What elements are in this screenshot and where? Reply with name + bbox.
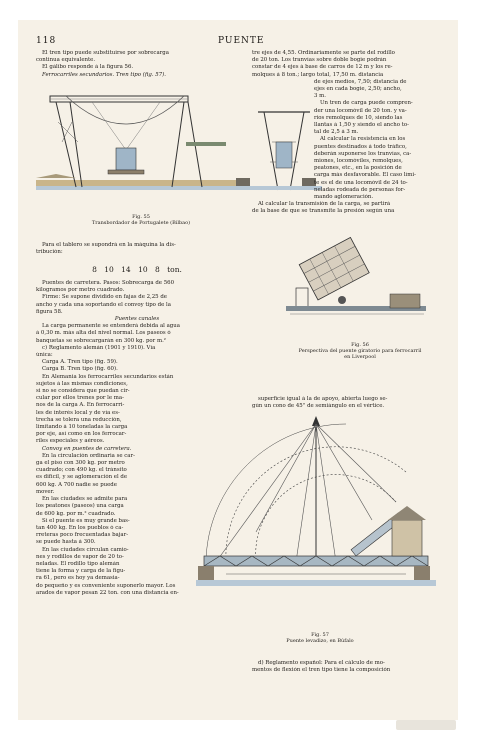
text-line: constar de 4 ejes á base de carros de 12 m y los re- xyxy=(252,64,393,71)
text-line: cuadrado; con 490 kg. el tránsito xyxy=(36,467,127,474)
left-mid-text xyxy=(36,242,238,256)
text-line: á 0,30 m. más alta del nivel normal. Los paseos ó xyxy=(36,330,171,337)
text-line: llantas á 1,50 y siendo el ancho to- xyxy=(314,122,409,129)
right-top-text xyxy=(252,50,452,216)
text-line: figura 58. xyxy=(36,308,63,315)
section-heading: Puentes canales xyxy=(114,316,160,323)
text-line: deberán suponerse los tranvías, ca- xyxy=(314,150,412,157)
figure-title: Transbordador de Portugalete (Bilbao) xyxy=(91,220,191,226)
text-line: Firme: Se supone dividido en fajas de 2,25 de xyxy=(42,294,167,301)
figure-55-caption xyxy=(36,214,246,226)
text-line: nes y rodillos de vapor de 20 to- xyxy=(36,553,124,560)
text-line: única: xyxy=(36,352,53,359)
left-top-text xyxy=(36,50,238,79)
text-line: cular por ellos trenes por le ma- xyxy=(36,395,124,402)
text-line: limitando á 10 toneladas la carga xyxy=(36,424,128,431)
figure-57-lift-bridge xyxy=(196,412,452,628)
text-line: 3 m. xyxy=(314,93,326,100)
text-line: ejes en cada bogie, 2,50; ancho, xyxy=(314,86,402,93)
text-line: miones, locomóviles, remolques, xyxy=(314,158,403,165)
text-line: En la circulación ordinaria se car- xyxy=(42,452,135,459)
text-line: ga el piso con 300 kg. por metro xyxy=(36,460,125,467)
text-line: rios remolques de 10, siendo las xyxy=(314,114,403,121)
text-line: El tren tipo puede substituirse por sobrecarga xyxy=(42,50,169,56)
text-line: mover. xyxy=(36,488,55,495)
text-line: gún un cono de 45° de semiángulo en el vértice. xyxy=(252,403,385,410)
text-line: do pequeño y es conveniente suponerlo mayor. Los xyxy=(36,582,176,589)
text-line: Para el tablero se supondrá en la máquina la dis- xyxy=(42,242,176,248)
text-line: tal de 2,5 á 3 m. xyxy=(314,129,359,136)
text-line: superficie igual á la de apoyo, abierta luego se- xyxy=(258,396,388,402)
text-line: les de interés local y de vía es- xyxy=(36,409,120,416)
right-bottom-text xyxy=(252,660,452,674)
text-line: La carga permanente se entenderá debida al agua xyxy=(42,323,180,330)
text-line: tre ejes de 4,55. Ordinariamente se parte del rodillo xyxy=(252,50,395,56)
figure-57-caption xyxy=(230,632,410,644)
text-line: de la base de que se transmite la presión según una xyxy=(252,208,395,215)
text-line: neladas rodeada de personas for- xyxy=(314,186,406,193)
text-line: banquetas se sobrecargarán en 300 kg. por m.² xyxy=(36,337,166,344)
text-line: de ejes medios, 7,50; distancia de xyxy=(314,78,407,85)
figure-56-rolling-bridge xyxy=(286,222,436,342)
text-line: En las ciudades circulan camio- xyxy=(42,546,129,553)
text-line: neladas. El rodillo tipo alemán xyxy=(36,560,120,567)
text-line: tan 400 kg. En los pueblos ó ca- xyxy=(36,524,124,531)
text-line: es difícil, y se aglomeración el de xyxy=(36,474,128,481)
text-line: 600 kg. Á 700 nadie se puede xyxy=(36,481,117,488)
text-line: riles especiales y aéreos. xyxy=(36,438,105,445)
text-line: d) Reglamento español: Para el cálculo de mo- xyxy=(258,660,385,666)
figure-title: Perspectiva del puente giratorio para ferrocarril xyxy=(298,348,422,354)
text-line: En las ciudades se admite para xyxy=(42,496,128,503)
text-line: El gálibo responde á la figura 56. xyxy=(42,64,134,71)
text-line: Si el puente es muy grande bas- xyxy=(42,517,130,524)
text-line: se puede hasta á 300. xyxy=(36,539,96,546)
text-line: continua equivalente. xyxy=(36,57,96,64)
text-line: kilogramos por metro cuadrado. xyxy=(36,287,125,294)
text-line: c) Reglamento alemán (1901 y 1910). Vía xyxy=(42,344,156,351)
figure-number: Fig. 56 xyxy=(351,342,369,348)
text-line: Carga B. Tren tipo (fig. 60). xyxy=(42,366,118,373)
text-line: de 20 ton. Los tranvías sobre doble bogie podrán xyxy=(252,57,387,64)
text-line: los peatones (paseos) una carga xyxy=(36,503,124,510)
right-after56-text xyxy=(252,396,452,410)
figure-title: Puente levadizo, en Búfalo xyxy=(286,638,354,644)
text-line: te es el de una locomóvil de 24 to- xyxy=(314,179,408,186)
text-line: arados de vapor pesan 22 ton. con una distancia en- xyxy=(36,589,179,596)
text-line: molques á 8 ton.; largo total, 17,50 m. distancia xyxy=(252,71,384,78)
text-line: Convoy en puentes de carretera. xyxy=(42,445,132,452)
text-line: ancho y cada una soportando el convoy tipo de la xyxy=(36,301,171,308)
text-line: Ferrocarriles secundarios. Tren tipo (fig. 57). xyxy=(42,71,166,78)
text-line: carga más desfavorable. El caso lími- xyxy=(314,172,416,179)
text-line: si no se considera que puedan cir- xyxy=(36,388,130,395)
text-line: Al calcular la resistencia en los xyxy=(320,136,406,143)
watermark-logo-icon xyxy=(396,718,456,732)
text-line: Puentes de carretera. Pasos: Sobrecarga de 560 xyxy=(42,280,174,286)
text-line: der una locomóvil de 20 ton. y va- xyxy=(314,107,407,114)
figure-number: Fig. 55 xyxy=(132,214,150,220)
text-line: de 600 kg. por m.² cuadrado. xyxy=(36,510,116,517)
text-line: tiene la forma y carga de la figu- xyxy=(36,568,126,575)
text-line: mentos de flexión el tren tipo tiene la composición xyxy=(252,667,391,674)
page-number: 118 xyxy=(36,36,57,46)
text-line: ra 61, pero es hoy ya demasia- xyxy=(36,575,120,582)
text-line: En Alemania los ferrocarriles secundarios están xyxy=(42,373,174,380)
text-line: Carga A. Tren tipo (fig. 59). xyxy=(42,359,118,366)
text-line: puentes destinados á todo tráfico, xyxy=(314,143,407,150)
text-line: Un tren de carga puede compren- xyxy=(320,100,413,107)
figure-title-cont: en Liverpool xyxy=(344,354,376,360)
text-line: trecha se tolera una reducción, xyxy=(36,416,122,423)
text-line: mando aglomeración. xyxy=(314,194,374,201)
text-line: sujetos á las mismas condiciones, xyxy=(36,380,128,387)
text-line: nos de la carga A. En ferrocarri- xyxy=(36,402,125,409)
figure-number: Fig. 57 xyxy=(311,632,329,638)
text-line: por eje, así como en los ferrocar- xyxy=(36,431,127,438)
figure-56-caption xyxy=(270,342,450,360)
text-line: tribución: xyxy=(36,249,63,256)
text-line: rreteras poco frecuentadas bajar- xyxy=(36,532,129,539)
running-title: PUENTE xyxy=(218,36,265,46)
text-line: Al calcular la transmisión de la carga, se partirá xyxy=(258,201,391,208)
load-distribution: 8 10 14 10 8 ton. xyxy=(92,265,182,274)
text-line: peatones, etc., en la posición de xyxy=(314,165,402,172)
